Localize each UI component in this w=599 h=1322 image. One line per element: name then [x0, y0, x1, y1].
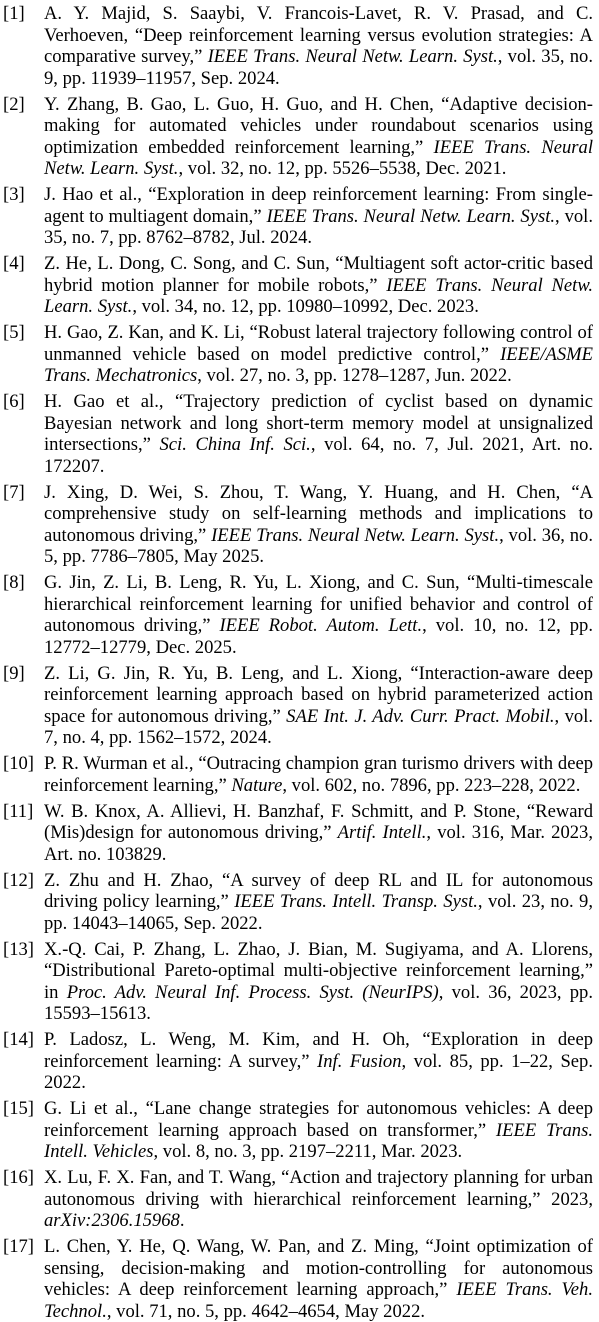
- reference-number: [7]: [3, 481, 25, 503]
- reference-item: [3, 572, 593, 658]
- reference-venue: Inf. Fusion: [317, 1050, 402, 1072]
- reference-authors-title: G. Li et al., “Lane change strategies for autonomous vehicles: A deep reinforcement learning approach based on transformer,”: [44, 1098, 593, 1141]
- reference-text: [44, 753, 593, 796]
- reference-details: , vol. 316, Mar. 2023, Art. no. 103829.: [44, 822, 594, 865]
- reference-text: [44, 3, 593, 89]
- reference-text: [44, 870, 593, 935]
- reference-authors-title: X.-Q. Cai, P. Zhang, L. Zhao, J. Bian, M. Sugiyama, and A. Llorens, “Distributional Pareto-optimal multi-objective reinforcement learning,” in: [44, 938, 593, 1003]
- reference-text: [44, 322, 593, 387]
- reference-authors-title: A. Y. Majid, S. Saaybi, V. Francois-Lavet, R. V. Prasad, and C. Verhoeven, “Deep reinforcement learning versus evolution strategies: A comparative survey,”: [44, 3, 593, 67]
- reference-item: [3, 1029, 593, 1094]
- reference-item: [3, 663, 593, 749]
- reference-item: [3, 253, 593, 318]
- reference-venue: IEEE Trans. Neural Netw. Learn. Syst.: [211, 524, 500, 546]
- reference-number: [3]: [3, 184, 25, 205]
- reference-number: [6]: [3, 391, 25, 412]
- reference-venue: arXiv:2306.15968: [44, 1210, 180, 1231]
- reference-number: [16]: [3, 1167, 34, 1188]
- reference-text: [44, 253, 593, 318]
- reference-details: , vol. 34, no. 12, pp. 10980–10992, Dec. 2023.: [132, 296, 479, 317]
- reference-item: [3, 870, 593, 935]
- reference-item: [3, 1167, 593, 1232]
- reference-text: [44, 939, 593, 1025]
- reference-number: [17]: [3, 1236, 34, 1257]
- reference-number: [11]: [3, 800, 34, 822]
- reference-venue: Nature: [231, 774, 283, 796]
- reference-authors-title: W. B. Knox, A. Allievi, H. Banzhaf, F. Schmitt, and P. Stone, “Reward (Mis)design for autonomous driving,”: [44, 800, 593, 843]
- reference-venue: IEEE Robot. Autom. Lett.: [219, 615, 423, 636]
- reference-details: , vol. 27, no. 3, pp. 1278–1287, Jun. 2022.: [197, 365, 512, 386]
- reference-number: [13]: [3, 938, 34, 960]
- reference-venue: IEEE Trans. Neural Netw. Learn. Syst.: [44, 136, 593, 179]
- reference-details: , vol. 602, no. 7896, pp. 223–228, 2022.: [282, 774, 581, 796]
- reference-item: [3, 801, 593, 866]
- reference-details: , vol. 71, no. 5, pp. 4642–4654, May 2022.: [106, 1300, 426, 1322]
- reference-details: , vol. 85, pp. 1–22, Sep. 2022.: [44, 1050, 593, 1093]
- reference-number: [1]: [3, 3, 25, 24]
- reference-venue: Proc. Adv. Neural Inf. Process. Syst. (NeurIPS): [66, 981, 439, 1003]
- reference-venue: IEEE Trans. Neural Netw. Learn. Syst.: [207, 46, 498, 67]
- reference-text: [44, 184, 593, 249]
- reference-authors-title: H. Gao, Z. Kan, and K. Li, “Robust lateral trajectory following control of unmanned vehicle based on model predictive control,”: [44, 322, 593, 365]
- reference-item: [3, 3, 593, 89]
- reference-item: [3, 1098, 593, 1163]
- reference-details: , vol. 36, no. 5, pp. 7786–7805, May 2025.: [44, 524, 593, 567]
- reference-details: .: [179, 1210, 185, 1231]
- reference-number: [5]: [3, 322, 25, 343]
- reference-venue: IEEE Trans. Intell. Vehicles: [44, 1119, 593, 1162]
- reference-details: , vol. 35, no. 9, pp. 11939–11957, Sep. 2024.: [44, 46, 593, 89]
- reference-venue: IEEE Trans. Neural Netw. Learn. Syst.: [44, 274, 593, 317]
- reference-item: [3, 184, 593, 249]
- reference-authors-title: P. Ladosz, L. Weng, M. Kim, and H. Oh, “Exploration in deep reinforcement learning: A survey,”: [44, 1029, 593, 1072]
- reference-text: [44, 1236, 593, 1322]
- reference-authors-title: Z. Li, G. Jin, R. Yu, B. Leng, and L. Xiong, “Interaction-aware deep reinforcement learning approach based on hybrid parameterized action space for autonomous driving,”: [44, 662, 593, 727]
- reference-text: [44, 1098, 593, 1163]
- reference-venue: IEEE Trans. Neural Netw. Learn. Syst.: [266, 205, 556, 227]
- reference-number: [4]: [3, 253, 25, 274]
- reference-venue: SAE Int. J. Adv. Curr. Pract. Mobil.: [286, 705, 555, 727]
- reference-text: [44, 1029, 593, 1094]
- reference-text: [44, 482, 593, 568]
- reference-venue: IEEE Trans. Intell. Transp. Syst.: [234, 891, 478, 912]
- reference-authors-title: X. Lu, F. X. Fan, and T. Wang, “Action and trajectory planning for urban autonomous driving with hierarchical reinforcement learning,” 2023,: [44, 1167, 593, 1210]
- reference-text: [44, 572, 593, 658]
- reference-authors-title: Z. Zhu and H. Zhao, “A survey of deep RL and IL for autonomous driving policy learning,”: [44, 869, 593, 912]
- reference-details: , vol. 10, no. 12, pp. 12772–12779, Dec. 2025.: [44, 615, 593, 658]
- reference-venue: Sci. China Inf. Sci.: [159, 434, 311, 455]
- reference-authors-title: G. Jin, Z. Li, B. Leng, R. Yu, L. Xiong, and C. Sun, “Multi-timescale hierarchical reinforcement learning for unified behavior and control of autonomous driving,”: [44, 572, 593, 636]
- reference-details: , vol. 35, no. 7, pp. 8762–8782, Jul. 2024.: [44, 205, 593, 248]
- reference-item: [3, 482, 593, 568]
- reference-item: [3, 94, 593, 180]
- reference-venue: Artif. Intell.: [337, 822, 427, 843]
- reference-number: [10]: [3, 753, 34, 774]
- reference-authors-title: Z. He, L. Dong, C. Song, and C. Sun, “Multiagent soft actor-critic based hybrid motion planner for mobile robots,”: [44, 253, 593, 296]
- reference-text: [44, 94, 593, 180]
- reference-details: , vol. 7, no. 4, pp. 1562–1572, 2024.: [44, 705, 594, 748]
- reference-authors-title: J. Xing, D. Wei, S. Zhou, T. Wang, Y. Huang, and H. Chen, “A comprehensive study on self-learning methods and implications to autonomous driving,”: [44, 481, 593, 546]
- reference-authors-title: J. Hao et al., “Exploration in deep reinforcement learning: From single-agent to multiagent domain,”: [44, 184, 593, 227]
- reference-details: , vol. 23, no. 9, pp. 14043–14065, Sep. 2022.: [44, 891, 593, 934]
- reference-details: , vol. 32, no. 12, pp. 5526–5538, Dec. 2021.: [178, 158, 507, 179]
- reference-text: [44, 1167, 593, 1232]
- reference-item: [3, 322, 593, 387]
- reference-details: , vol. 36, 2023, pp. 15593–15613.: [44, 981, 593, 1024]
- reference-number: [14]: [3, 1029, 34, 1050]
- reference-text: [44, 663, 593, 749]
- reference-item: [3, 753, 593, 796]
- reference-details: , vol. 64, no. 7, Jul. 2021, Art. no. 172207.: [44, 434, 594, 477]
- reference-item: [3, 1236, 593, 1322]
- reference-venue: IEEE Trans. Veh. Technol.: [44, 1279, 593, 1322]
- reference-item: [3, 391, 593, 477]
- reference-authors-title: L. Chen, Y. He, Q. Wang, W. Pan, and Z. Ming, “Joint optimization of sensing, decision-making and motion-controlling for autonomous vehicles: A deep reinforcement learning approach,”: [44, 1236, 593, 1300]
- reference-number: [12]: [3, 869, 34, 891]
- reference-venue: IEEE/ASME Trans. Mechatronics: [44, 343, 593, 386]
- reference-number: [15]: [3, 1098, 34, 1119]
- reference-details: , vol. 8, no. 3, pp. 2197–2211, Mar. 2023.: [153, 1141, 463, 1162]
- reference-authors-title: P. R. Wurman et al., “Outracing champion gran turismo drivers with deep reinforcement learning,”: [44, 753, 593, 796]
- reference-item: [3, 939, 593, 1025]
- reference-number: [9]: [3, 662, 25, 684]
- reference-authors-title: Y. Zhang, B. Gao, L. Guo, H. Guo, and H. Chen, “Adaptive decision-making for automated vehicles under roundabout scenarios using optimization embedded reinforcement learning,”: [44, 93, 593, 158]
- reference-text: [44, 801, 593, 866]
- reference-authors-title: H. Gao et al., “Trajectory prediction of cyclist based on dynamic Bayesian network and long short-term memory model at unsignalized intersections,”: [44, 391, 593, 455]
- reference-text: [44, 391, 593, 477]
- reference-number: [2]: [3, 93, 25, 115]
- reference-number: [8]: [3, 572, 25, 593]
